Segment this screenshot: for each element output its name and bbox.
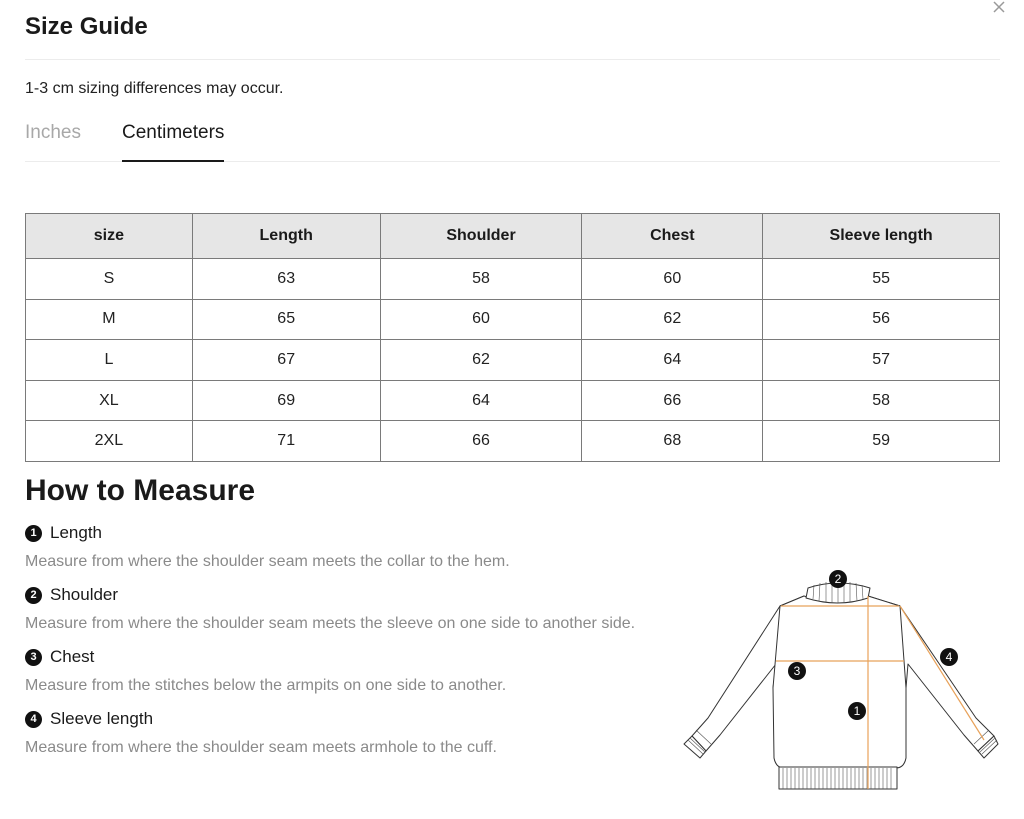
tab-inches[interactable]: Inches xyxy=(25,122,81,143)
table-cell: M xyxy=(26,299,193,340)
table-cell: 62 xyxy=(380,340,582,381)
table-cell: 2XL xyxy=(26,421,193,462)
measure-label: Chest xyxy=(50,647,95,666)
size-table xyxy=(25,213,1000,462)
column-header: Sleeve length xyxy=(763,214,1000,259)
column-header: Chest xyxy=(582,214,763,259)
svg-text:4: 4 xyxy=(945,650,953,664)
table-cell: 71 xyxy=(192,421,380,462)
svg-text:2: 2 xyxy=(834,572,842,586)
page-title: Size Guide xyxy=(25,13,148,40)
measure-label: Sleeve length xyxy=(50,709,154,728)
table-row xyxy=(26,340,1000,381)
table-cell: 58 xyxy=(380,259,582,300)
svg-text:1: 1 xyxy=(853,704,861,718)
number-badge-1: 1 xyxy=(25,525,42,542)
table-cell: 66 xyxy=(582,380,763,421)
marker-1 xyxy=(848,702,866,720)
table-cell: 59 xyxy=(763,421,1000,462)
table-cell: L xyxy=(26,340,193,381)
table-cell: 60 xyxy=(380,299,582,340)
table-cell: 65 xyxy=(192,299,380,340)
measure-item-length xyxy=(25,522,510,571)
measure-item-sleeve-length xyxy=(25,708,497,757)
close-icon[interactable] xyxy=(990,0,1008,18)
number-badge-4: 4 xyxy=(25,711,42,728)
how-to-measure-title: How to Measure xyxy=(25,474,256,507)
table-cell: 58 xyxy=(763,380,1000,421)
table-cell: S xyxy=(26,259,193,300)
sweater-diagram xyxy=(680,568,1000,794)
table-cell: 68 xyxy=(582,421,763,462)
marker-3 xyxy=(788,662,806,680)
table-cell: 64 xyxy=(380,380,582,421)
number-badge-2: 2 xyxy=(25,587,42,604)
sleeve-line xyxy=(900,606,984,740)
sizing-note: 1-3 cm sizing differences may occur. xyxy=(25,80,284,97)
table-cell: 55 xyxy=(763,259,1000,300)
table-cell: 56 xyxy=(763,299,1000,340)
table-cell: XL xyxy=(26,380,193,421)
table-cell: 57 xyxy=(763,340,1000,381)
measure-label: Shoulder xyxy=(50,585,119,604)
number-badge-3: 3 xyxy=(25,649,42,666)
size-guide-header xyxy=(25,0,1000,60)
column-header: size xyxy=(26,214,193,259)
marker-4 xyxy=(940,648,958,666)
table-header-row xyxy=(26,214,1000,259)
table-row xyxy=(26,380,1000,421)
measure-label: Length xyxy=(50,523,102,542)
measure-description: Measure from where the shoulder seam meets armhole to the cuff. xyxy=(25,739,497,756)
svg-text:3: 3 xyxy=(793,664,801,678)
measure-item-shoulder xyxy=(25,584,635,633)
column-header: Shoulder xyxy=(380,214,582,259)
table-cell: 63 xyxy=(192,259,380,300)
unit-tabs xyxy=(25,108,1000,162)
table-cell: 69 xyxy=(192,380,380,421)
tab-centimeters[interactable]: Centimeters xyxy=(122,122,224,162)
measure-description: Measure from where the shoulder seam meets the sleeve on one side to another side. xyxy=(25,615,636,632)
sweater-body xyxy=(773,596,906,768)
column-header: Length xyxy=(192,214,380,259)
table-row xyxy=(26,299,1000,340)
measure-description: Measure from the stitches below the armpits on one side to another. xyxy=(25,677,507,694)
table-cell: 62 xyxy=(582,299,763,340)
table-row xyxy=(26,259,1000,300)
table-cell: 66 xyxy=(380,421,582,462)
table-cell: 67 xyxy=(192,340,380,381)
table-cell: 60 xyxy=(582,259,763,300)
table-cell: 64 xyxy=(582,340,763,381)
marker-2 xyxy=(829,570,847,588)
measure-description: Measure from where the shoulder seam meets the collar to the hem. xyxy=(25,553,510,570)
measure-item-chest xyxy=(25,646,506,695)
table-row xyxy=(26,421,1000,462)
